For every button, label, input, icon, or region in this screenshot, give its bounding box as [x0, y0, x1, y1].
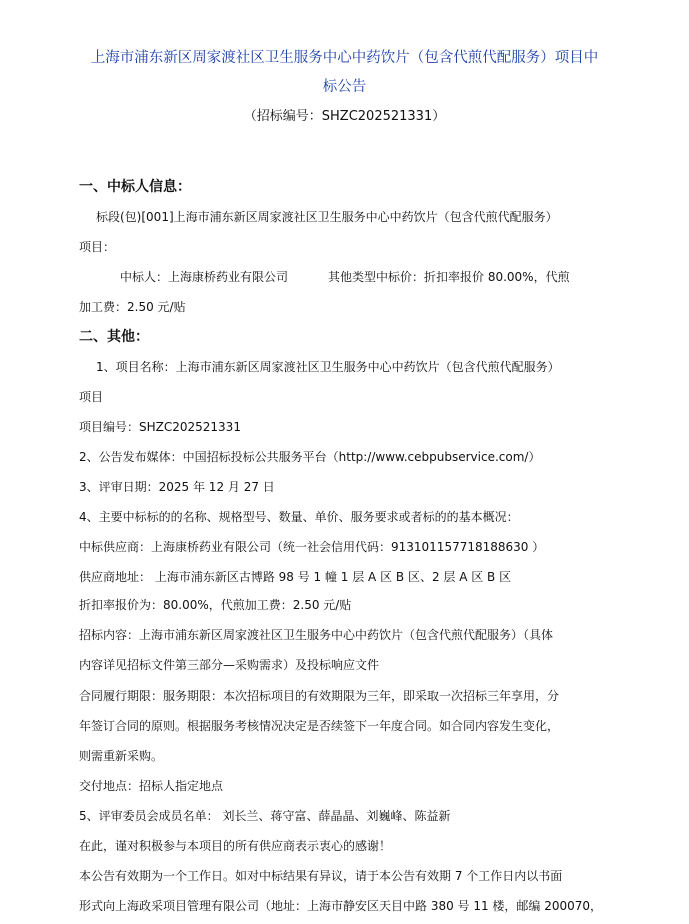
lot-line-2: 项目：	[79, 240, 116, 254]
review-date: 3、评审日期：2025 年 12 月 27 日	[79, 480, 275, 494]
supplier-address: 供应商地址： 上海市浦东新区古博路 98 号 1 幢 1 层 A 区 B 区、2 层 A 区 B 区	[79, 570, 512, 584]
bid-number: （招标编号：SHZC202521331）	[243, 109, 446, 124]
title-line-1: 上海市浦东新区周家渡社区卫生服务中心中药饮片（包含代煎代配服务）项目中	[90, 50, 599, 66]
project-name-line-1: 1、项目名称：上海市浦东新区周家渡社区卫生服务中心中药饮片（包含代煎代配服务）	[96, 360, 560, 374]
delivery-location: 交付地点：招标人指定地点	[79, 779, 224, 793]
validity-line-1: 本公告有效期为一个工作日。如对中标结果有异议，请于本公告有效期 7 个工作日内以书面	[79, 869, 563, 883]
section-heading-winner-info: 一、中标人信息：	[79, 179, 191, 195]
title-line-2: 标公告	[322, 79, 367, 95]
document-title	[70, 44, 619, 102]
subject-overview: 4、主要中标标的的名称、规格型号、数量、单价、服务要求或者标的的基本概况：	[79, 510, 519, 524]
publish-media: 2、公告发布媒体：中国招标投标公共服务平台（http://www.cebpubservice.com/）	[79, 450, 541, 464]
contract-term-line-1: 合同履行期限：服务期限：本次招标项目的有效期限为三年，即采取一次招标三年享用，分	[79, 689, 560, 703]
processing-fee: 加工费：2.50 元/贴	[79, 300, 186, 314]
discount-rate: 折扣率报价为：80.00%，代煎加工费：2.50 元/贴	[79, 598, 352, 612]
project-number: 项目编号：SHZC202521331	[79, 420, 241, 434]
review-committee: 5、评审委员会成员名单： 刘长兰、蒋守富、薛晶晶、刘巍峰、陈益新	[79, 809, 451, 823]
winner-price-row	[120, 262, 610, 292]
project-name-line-2: 项目	[79, 390, 104, 404]
validity-line-2: 形式向上海政采项目管理有限公司（地址：上海市静安区天目中路 380 号 11 楼，邮编 200070，	[79, 899, 603, 913]
contract-term-line-3: 则需重新采购。	[79, 749, 164, 763]
lot-line-1: 标段(包)[001]上海市浦东新区周家渡社区卫生服务中心中药饮片（包含代煎代配服务）	[96, 210, 558, 224]
section-heading-other: 二、其他：	[79, 329, 149, 345]
winner-name: 中标人：上海康桥药业有限公司	[120, 270, 289, 284]
thanks-note: 在此，谨对积极参与本项目的所有供应商表示衷心的感谢！	[79, 839, 392, 853]
bid-content-line-2: 内容详见招标文件第三部分—采购需求）及投标响应文件	[79, 658, 380, 672]
contract-term-line-2: 年签订合同的原则。根据服务考核情况决定是否续签下一年度合同。如合同内容发生变化，	[79, 719, 560, 733]
winning-supplier: 中标供应商：上海康桥药业有限公司（统一社会信用代码：913101157718188630 ）	[79, 540, 545, 554]
bid-content-line-1: 招标内容：上海市浦东新区周家渡社区卫生服务中心中药饮片（包含代煎代配服务）（具体	[79, 628, 554, 642]
other-price: 其他类型中标价：折扣率报价 80.00%，代煎	[328, 270, 570, 284]
